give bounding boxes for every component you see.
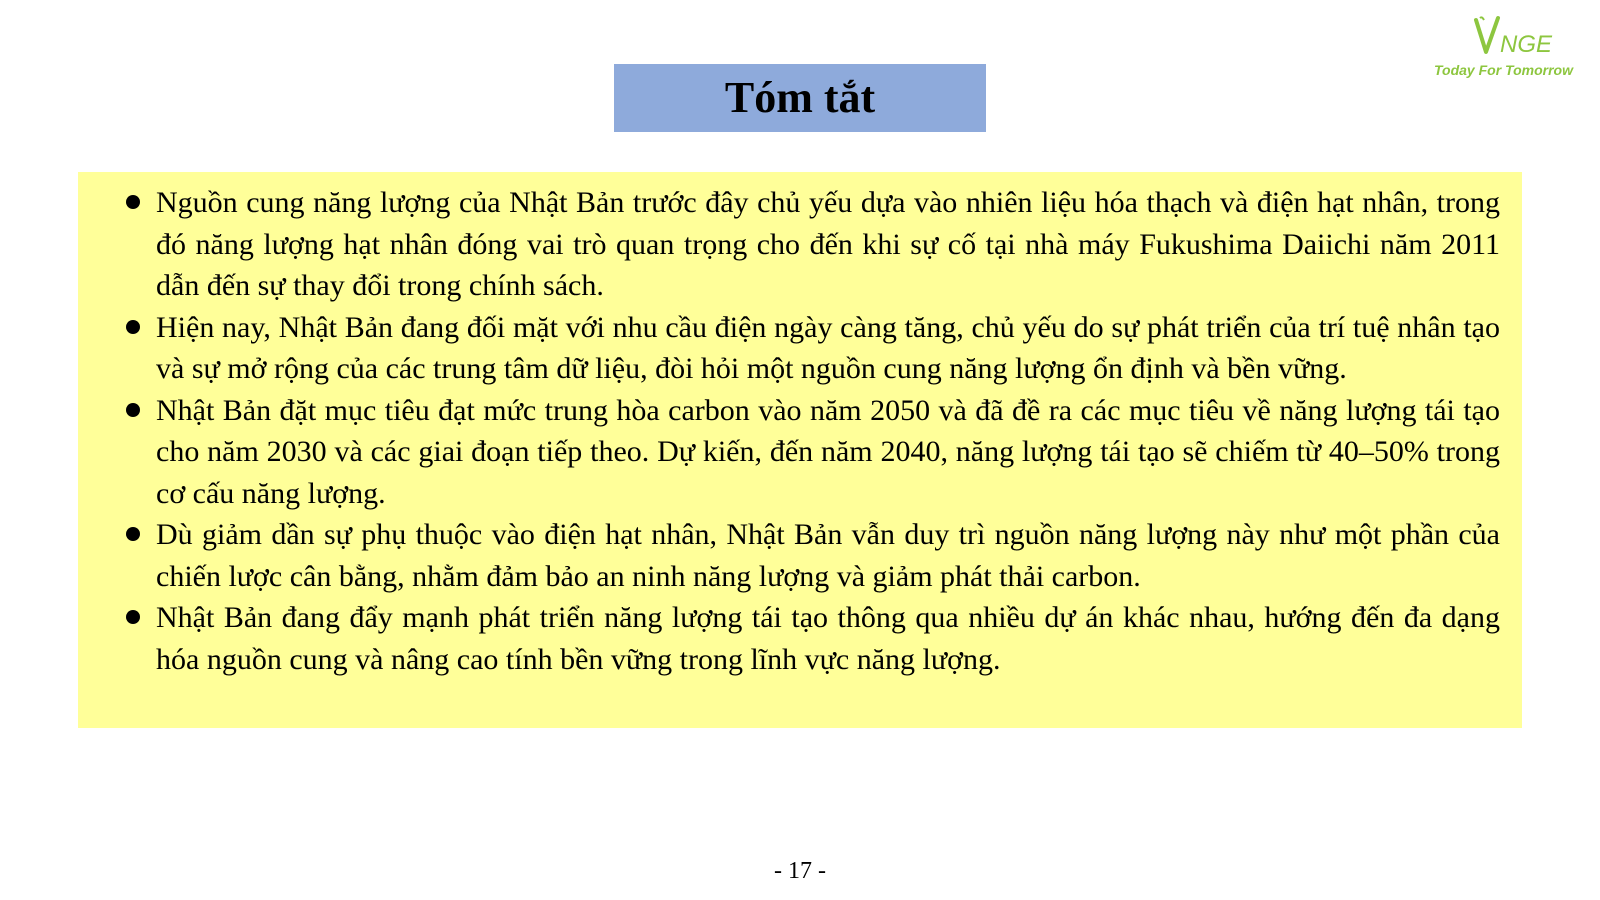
summary-box — [78, 172, 1522, 728]
page-number: - 17 - — [774, 858, 826, 884]
title-box — [614, 64, 986, 132]
logo-tagline: Today For Tomorrow — [1434, 62, 1573, 78]
vnge-logo — [1420, 8, 1590, 88]
svg-text:NGE: NGE — [1500, 31, 1553, 58]
summary-item — [126, 307, 1500, 390]
summary-list — [126, 182, 1500, 680]
summary-item-text: Dù giảm dần sự phụ thuộc vào điện hạt nhân, Nhật Bản vẫn duy trì nguồn năng lượng này như một phần của chiến lược cân bằng, nhằm đảm bảo an ninh năng lượng và giảm phát thải carbon. — [156, 518, 1500, 593]
summary-item — [126, 514, 1500, 597]
bullet-icon — [126, 527, 140, 541]
summary-item — [126, 182, 1500, 307]
summary-item-text: Nhật Bản đặt mục tiêu đạt mức trung hòa carbon vào năm 2050 và đã đề ra các mục tiêu về năng lượng tái tạo cho năm 2030 và các giai đoạn tiếp theo. Dự kiến, đến năm 2040, năng lượng tái tạo sẽ chiếm từ 40–50% trong cơ cấu năng lượng. — [156, 393, 1500, 510]
summary-item-text: Nhật Bản đang đẩy mạnh phát triển năng lượng tái tạo thông qua nhiều dự án khác nhau, hướng đến đa dạng hóa nguồn cung và nâng cao tính bền vững trong lĩnh vực năng lượng. — [156, 601, 1500, 676]
vnge-logo-mark — [1472, 14, 1582, 62]
page-title: Tóm tắt — [724, 73, 876, 122]
summary-item-text: Hiện nay, Nhật Bản đang đối mặt với nhu cầu điện ngày càng tăng, chủ yếu do sự phát triển của trí tuệ nhân tạo và sự mở rộng của các trung tâm dữ liệu, đòi hỏi một nguồn cung năng lượng ổn định và bền vững. — [156, 310, 1500, 385]
bullet-icon — [126, 320, 140, 334]
summary-item-text: Nguồn cung năng lượng của Nhật Bản trước đây chủ yếu dựa vào nhiên liệu hóa thạch và điện hạt nhân, trong đó năng lượng hạt nhân đóng vai trò quan trọng cho đến khi sự cố tại nhà máy Fukushima Daiichi năm 2011 dẫn đến sự thay đổi trong chính sách. — [156, 186, 1500, 302]
bullet-icon — [126, 195, 140, 209]
bullet-icon — [126, 403, 140, 417]
summary-item — [126, 597, 1500, 680]
summary-item — [126, 390, 1500, 515]
bullet-icon — [126, 610, 140, 624]
